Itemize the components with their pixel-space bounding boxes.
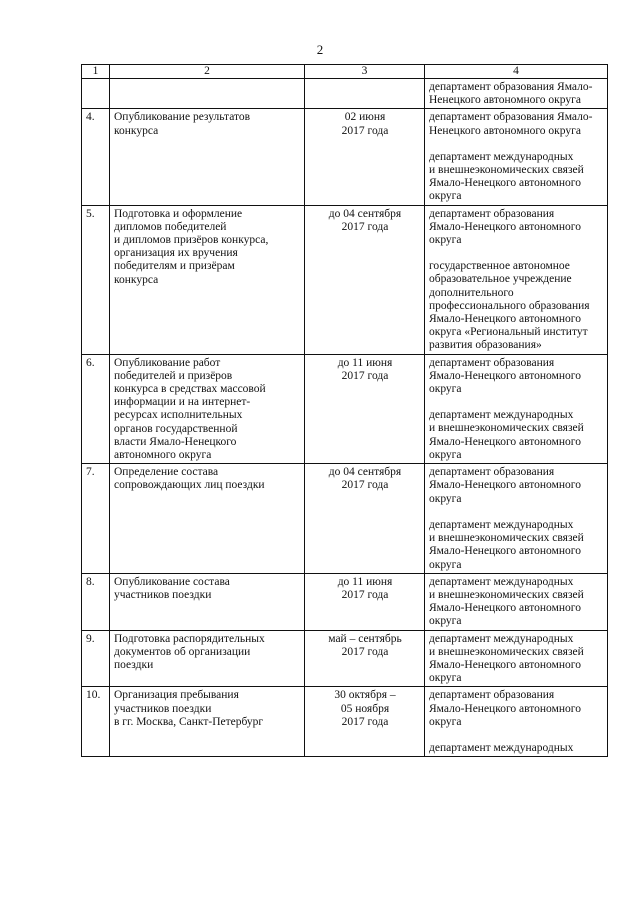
date-text-line: 2017 года [341,220,389,233]
date-text-line: 2017 года [341,124,389,137]
responsible-text-line: департамент образования [429,207,555,220]
responsible-text-line: и внешнеэкономических связей [429,645,584,658]
responsible-text-line: Ямало-Ненецкого автономного [429,177,581,190]
paragraph-gap [429,138,604,151]
table-row [82,630,608,687]
date-text-line: до 11 июня [337,356,393,369]
row-number: 8. [82,573,110,630]
responsible-text-line: и внешнеэкономических связей [429,588,584,601]
responsible-text-line: и внешнеэкономических связей [429,422,584,435]
date-text-line: 2017 года [341,715,389,728]
table-row [82,79,608,109]
event-text-line: Подготовка распорядительных [114,632,265,645]
responsible-text-line: Ненецкого автономного округа [429,94,581,107]
responsible-text-line: Ямало-Ненецкого автономного [429,479,581,492]
responsible-cell [425,630,608,687]
date-cell [305,205,425,354]
responsible-text-line: округа [429,190,462,203]
event-cell [110,205,305,354]
events-table [81,64,608,757]
date-text-line: до 04 сентября [328,466,402,479]
date-text-line: 05 ноября [340,702,390,715]
responsible-text-line: Ямало-Ненецкого автономного [429,658,581,671]
responsible-text-line: Ямало-Ненецкого автономного [429,702,581,715]
event-text-line: конкурса в средствах массовой [114,383,266,396]
date-cell [305,630,425,687]
event-text-line: власти Ямало-Ненецкого [114,435,237,448]
responsible-text-line: Ямало-Ненецкого автономного [429,435,581,448]
event-text-line: Организация пребывания [114,689,239,702]
responsible-text-line: Ямало-Ненецкого автономного [429,545,581,558]
date-text-line: 30 октября – [334,689,396,702]
responsible-text-line: округа «Региональный институт [429,326,588,339]
responsible-text-line: округа [429,492,462,505]
responsible-text-line: Ямало-Ненецкого автономного [429,369,581,382]
table-row [82,687,608,757]
responsible-text-line: департамент международных [429,409,574,422]
event-cell [110,109,305,205]
responsible-text-line: профессионального образования [429,299,590,312]
event-cell [110,354,305,464]
responsible-text-line: департамент образования Ямало- [429,81,593,93]
table-row [82,205,608,354]
date-text-line: 2017 года [341,369,389,382]
event-text-line: участников поездки [114,702,212,715]
responsible-text-line: департамент образования [429,356,555,369]
responsible-text-line: образовательное учреждение [429,273,572,286]
responsible-cell [425,573,608,630]
row-number [82,79,110,109]
row-number: 9. [82,630,110,687]
responsible-text-line: округа [429,234,462,247]
responsible-text-line: округа [429,558,462,571]
event-text-line: победителям и призёрам [114,260,235,273]
table-row [82,354,608,464]
event-text-line: сопровождающих лиц поездки [114,479,265,492]
date-text-line: до 11 июня [337,575,393,588]
row-number: 5. [82,205,110,354]
responsible-cell [425,354,608,464]
responsible-text-line: департамент международных [429,150,574,163]
event-text-line: Опубликование результатов [114,111,251,124]
responsible-text-line: департамент образования Ямало- [429,111,593,124]
responsible-text-line: департамент образования [429,466,555,479]
responsible-text-line: департамент международных [429,575,574,588]
event-cell [110,464,305,573]
event-text-line: поездки [114,658,154,671]
responsible-text-line: Ямало-Ненецкого автономного [429,220,581,233]
date-text-line: 2017 года [341,645,389,658]
responsible-text-line: округа [429,448,462,461]
event-text-line: Подготовка и оформление [114,207,243,220]
responsible-text-line: департамент международных [429,632,574,645]
event-cell [110,573,305,630]
table-row [82,109,608,205]
event-text-line: организация их вручения [114,247,238,260]
event-cell [110,79,305,109]
paragraph-gap [429,729,604,742]
responsible-text-line: и внешнеэкономических связей [429,164,584,177]
table-header-row [82,65,608,79]
responsible-text-line: округа [429,672,462,685]
table-row [82,464,608,573]
responsible-text-line: департамент международных [429,741,574,754]
date-text-line: 2017 года [341,479,389,492]
paragraph-gap [429,396,604,409]
event-cell [110,687,305,757]
responsible-cell [425,205,608,354]
responsible-text-line: дополнительного [429,286,514,299]
event-text-line: Опубликование состава [114,575,230,588]
event-cell [110,630,305,687]
row-number: 7. [82,464,110,573]
event-text-line: Определение состава [114,466,219,479]
event-text-line: ресурсах исполнительных [114,409,243,422]
responsible-text-line: Ненецкого автономного округа [429,124,581,137]
date-text-line: 2017 года [341,588,389,601]
responsible-text-line: Ямало-Ненецкого автономного [429,602,581,615]
responsible-cell [425,687,608,757]
column-header: 3 [305,65,425,79]
event-text-line: документов об организации [114,645,251,658]
event-text-line: органов государственной [114,422,238,435]
page-number: 2 [316,42,324,57]
responsible-text-line: и внешнеэкономических связей [429,532,584,545]
event-text-line: конкурса [114,273,159,286]
date-cell [305,79,425,109]
responsible-cell [425,109,608,205]
responsible-text-line: департамент образования [429,689,555,702]
table-row [82,573,608,630]
event-text-line: и дипломов призёров конкурса, [114,234,269,247]
column-header: 1 [82,65,110,79]
event-text-line: конкурса [114,124,159,137]
responsible-text-line: Ямало-Ненецкого автономного [429,313,581,326]
date-cell [305,354,425,464]
row-number: 4. [82,109,110,205]
column-header: 4 [425,65,608,79]
date-cell [305,687,425,757]
date-cell [305,109,425,205]
date-cell [305,573,425,630]
row-number: 6. [82,354,110,464]
responsible-text-line: округа [429,383,462,396]
responsible-cell [425,464,608,573]
responsible-text-line: округа [429,615,462,628]
responsible-text-line: государственное автономное [429,260,570,273]
event-text-line: автономного округа [114,449,212,462]
event-text-line: победителей и призёров [114,369,233,382]
responsible-cell [425,79,608,109]
responsible-text-line: округа [429,715,462,728]
event-text-line: Опубликование работ [114,356,221,369]
date-text-line: до 04 сентября [328,207,402,220]
event-text-line: участников поездки [114,588,212,601]
event-text-line: информации и на интернет- [114,396,251,409]
responsible-text-line: департамент международных [429,518,574,531]
paragraph-gap [429,247,604,260]
date-text-line: май – сентябрь [328,632,402,645]
column-header: 2 [110,65,305,79]
date-text-line: 02 июня [344,111,386,124]
row-number: 10. [82,687,110,757]
paragraph-gap [429,506,604,519]
date-cell [305,464,425,573]
responsible-text-line: развития образования» [429,339,542,352]
event-text-line: дипломов победителей [114,220,227,233]
event-text-line: в гг. Москва, Санкт-Петербург [114,715,264,728]
